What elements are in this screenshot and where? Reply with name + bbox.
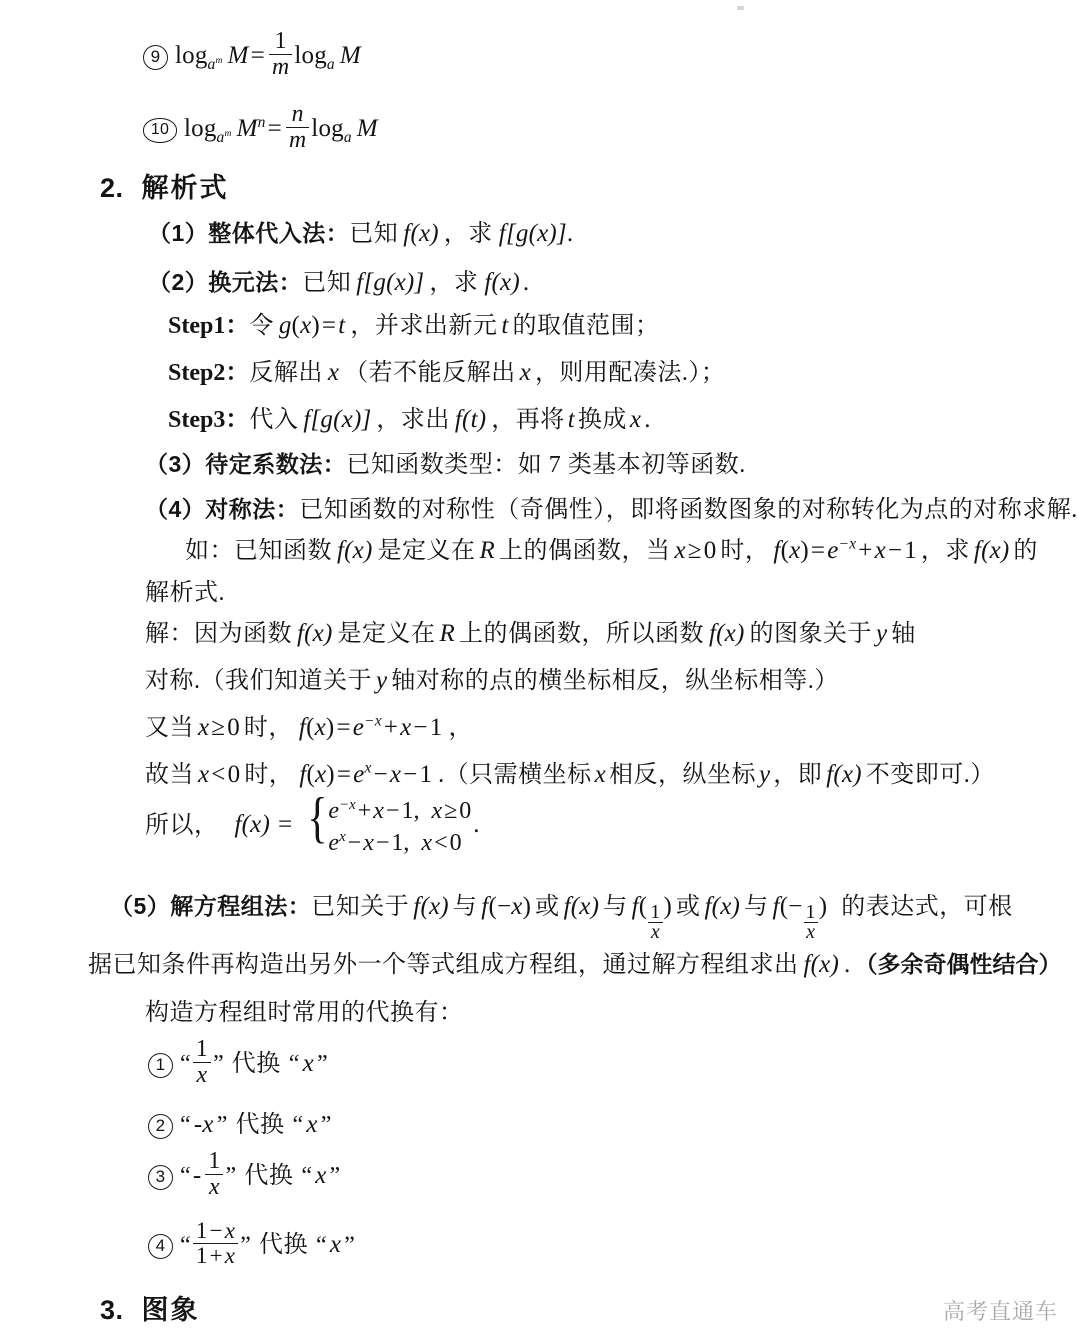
target-quote-open-3: “ bbox=[301, 1163, 313, 1190]
method-5-math-6: f(− $\frac{1}{x}$ ) bbox=[772, 893, 828, 943]
method-5-text-f: 与 bbox=[744, 894, 769, 920]
method-4-label: （4）对称法： bbox=[145, 496, 300, 522]
watermark: 高考直通车 bbox=[942, 1299, 1058, 1324]
method-2-line bbox=[148, 262, 529, 297]
method-2-text-a: 已知 bbox=[302, 270, 352, 296]
log-base-rhs: a bbox=[326, 56, 335, 74]
method-2-period: . bbox=[522, 269, 530, 296]
solution-text-c: 上的偶函数，所以函数 bbox=[458, 621, 704, 647]
section-2-heading bbox=[100, 166, 229, 205]
example-math-fx-1: f(x) bbox=[337, 537, 373, 564]
example-line-1 bbox=[185, 530, 1038, 565]
solution-math-fx-1: f(x) bbox=[297, 620, 333, 647]
solution-math-fx-2: f(x) bbox=[708, 620, 745, 647]
solution-line-2-math-y: y bbox=[376, 667, 388, 694]
solution-text-d: 的图象关于 bbox=[749, 621, 872, 647]
solution-piecewise-line bbox=[145, 787, 480, 860]
log-base: am bbox=[216, 128, 232, 147]
method-5-line-2-bold: （多余奇偶性结合） bbox=[854, 951, 1062, 977]
target-quote-close-3: ” bbox=[329, 1163, 341, 1190]
solution-text-e: 轴 bbox=[891, 621, 916, 647]
step-2-math-a: x bbox=[327, 359, 340, 386]
quote-open-3: “ bbox=[180, 1163, 191, 1190]
solution-line-1 bbox=[145, 613, 916, 648]
list-marker-2: 2 bbox=[148, 1114, 173, 1139]
solution-line-4 bbox=[145, 754, 995, 789]
step-1-text-c: 的取值范围； bbox=[512, 313, 660, 339]
minus-sign-3: - bbox=[192, 1162, 202, 1190]
example-text-c: 上的偶函数，当 bbox=[498, 538, 671, 564]
method-5-text-g: 的表达式，可根 bbox=[841, 894, 1013, 920]
equals-sign: = bbox=[250, 42, 265, 70]
solution-line-2-text-b: 轴对称的点的横坐标相反，纵坐标相等.） bbox=[391, 668, 839, 694]
example-math-R: R bbox=[479, 537, 495, 564]
section-3-title: 图象 bbox=[141, 1295, 200, 1325]
solution-line-4-text-c: .（只需横坐标 bbox=[438, 762, 592, 788]
section-2-title: 解析式 bbox=[141, 173, 229, 203]
method-2-comma: ， bbox=[429, 270, 454, 296]
method-1-comma: ， bbox=[443, 221, 469, 247]
frac-denominator: 1+x bbox=[195, 1243, 236, 1269]
target-3: x bbox=[315, 1162, 327, 1190]
solution-line-3 bbox=[145, 707, 473, 742]
method-3-text: 已知函数类型：如 7 类基本初等函数. bbox=[346, 452, 746, 478]
step-3-text-c: ，再将 bbox=[491, 407, 565, 433]
method-1-period: . bbox=[566, 220, 574, 247]
solution-text-b: 是定义在 bbox=[337, 621, 436, 647]
scan-artifact bbox=[737, 6, 744, 10]
target-quote-close-4: ” bbox=[344, 1232, 356, 1259]
step-3-line bbox=[168, 399, 651, 434]
quote-open-2: “ bbox=[180, 1112, 191, 1138]
section-2-number: 2. bbox=[100, 173, 124, 203]
log-argument: M bbox=[227, 42, 249, 70]
step-1-text-a: 令 bbox=[249, 313, 274, 339]
step-3-math-b: f(t) bbox=[454, 406, 487, 433]
example-text-f: 的 bbox=[1013, 538, 1038, 564]
expr-1-over-x: $\frac{1}{x}$ bbox=[193, 1037, 211, 1088]
step-3-math-d: x bbox=[629, 406, 642, 433]
quote-open-4: “ bbox=[180, 1232, 191, 1259]
method-5-text-d: 与 bbox=[603, 894, 628, 920]
solution-line-3-text-b: 时， bbox=[243, 715, 293, 741]
step-2-label: Step2： bbox=[168, 360, 250, 386]
list-marker-4: 4 bbox=[148, 1234, 173, 1259]
solution-line-2-text-a: 对称.（我们知道关于 bbox=[145, 668, 372, 694]
method-3-line bbox=[145, 444, 746, 479]
solution-line-4-text-d: 相反，纵坐标 bbox=[608, 762, 756, 788]
method-5-text-c: 或 bbox=[535, 894, 560, 920]
solution-math-y: y bbox=[875, 620, 888, 647]
substitutions-intro bbox=[145, 992, 464, 1027]
solution-text-a: 解：因为函数 bbox=[145, 621, 292, 647]
fraction-n-over-m: $\frac{n}{m}$ bbox=[286, 102, 309, 153]
solution-line-4-text-e: ，即 bbox=[773, 762, 823, 788]
method-3-label: （3）待定系数法： bbox=[145, 451, 347, 477]
quote-close-4: ” bbox=[240, 1232, 252, 1259]
method-5-math-2: f(−x) bbox=[481, 893, 532, 920]
step-2-text-a: 反解出 bbox=[249, 360, 323, 386]
target-4: x bbox=[329, 1231, 342, 1259]
method-5-text-e: 或 bbox=[676, 894, 701, 920]
method-4-line bbox=[145, 489, 1078, 524]
log-argument-rhs: M bbox=[356, 115, 378, 143]
example-text-d: 时， bbox=[720, 538, 770, 564]
method-1-text-a: 已知 bbox=[349, 221, 399, 247]
method-2-label: （2）换元法： bbox=[148, 269, 303, 295]
verb-2: 代换 bbox=[235, 1112, 285, 1138]
expr-1-minus-x-over-1-plus-x bbox=[193, 1219, 238, 1268]
quote-close-3: ” bbox=[225, 1163, 237, 1190]
step-2-line bbox=[168, 352, 725, 387]
step-2-text-c: ，则用配凑法.）； bbox=[534, 360, 726, 386]
method-1-line bbox=[148, 213, 573, 248]
step-3-math-a: f[g(x)] bbox=[303, 406, 372, 433]
example-math-fx-2: f(x) bbox=[973, 537, 1010, 564]
log-base-rhs: a bbox=[343, 129, 352, 147]
solution-line-4-math-y: y bbox=[758, 761, 771, 788]
list-marker-1: 1 bbox=[148, 1053, 173, 1078]
example-line-2-text: 解析式. bbox=[145, 580, 225, 606]
log-argument: M bbox=[236, 115, 258, 143]
solution-line-3-math-def: $f(x)=e^{-x}+x-1$ bbox=[298, 712, 443, 741]
solution-math-R: R bbox=[439, 620, 455, 647]
method-5-label: （5）解方程组法： bbox=[110, 893, 312, 919]
method-1-math-b: f[g(x)] bbox=[498, 220, 567, 247]
method-5-line-1 bbox=[110, 886, 1013, 943]
step-1-math-b: t bbox=[501, 312, 509, 339]
example-text-e: ，求 bbox=[920, 538, 970, 564]
formula-log-10 bbox=[143, 101, 378, 156]
list-marker-3: 3 bbox=[148, 1165, 173, 1190]
piecewise-case-1: $e^{-x}+x-1$, x≥0 bbox=[328, 797, 472, 825]
log-operator-rhs: log bbox=[294, 42, 327, 70]
solution-piecewise-period: . bbox=[473, 811, 480, 839]
frac-numerator: 1−x bbox=[193, 1219, 238, 1244]
example-math-x-ge-0: x≥0 bbox=[674, 537, 717, 564]
target-2: x bbox=[306, 1111, 318, 1138]
piecewise-case-2: $e^x-x-1$, x<0 bbox=[328, 828, 462, 856]
method-1-text-b: 求 bbox=[468, 221, 493, 247]
piecewise-cases bbox=[304, 787, 472, 859]
solution-line-4-math-def: $f(x)=e^x-x-1$ bbox=[299, 759, 433, 788]
step-1-line bbox=[168, 305, 660, 340]
step-3-text-e: . bbox=[644, 406, 651, 433]
method-1-label: （1）整体代入法： bbox=[148, 220, 350, 246]
target-quote-open-4: “ bbox=[316, 1232, 327, 1259]
solution-line-2 bbox=[145, 660, 839, 695]
method-5-text-a: 已知关于 bbox=[311, 894, 410, 920]
list-marker-9: 9 bbox=[143, 45, 168, 70]
method-5-text-b: 与 bbox=[452, 894, 478, 920]
solution-line-4-text-b: 时， bbox=[244, 762, 294, 788]
log-argument-exponent: n bbox=[257, 113, 266, 131]
method-5-math-3: f(x) bbox=[563, 893, 600, 920]
step-3-text-b: ，求出 bbox=[376, 407, 450, 433]
solution-line-4-math-fx: f(x) bbox=[826, 761, 862, 788]
solution-line-3-text-a: 又当 bbox=[145, 715, 194, 741]
log-base: am bbox=[207, 55, 223, 74]
log-operator-rhs: log bbox=[311, 115, 344, 143]
substitution-item-4 bbox=[148, 1218, 356, 1271]
method-2-math-b: f(x) bbox=[484, 269, 520, 296]
solution-line-4-text-a: 故当 bbox=[145, 762, 194, 788]
step-2-math-b: x bbox=[519, 359, 531, 386]
example-math-definition: $f(x)=e^{-x}+x-1$ bbox=[773, 535, 917, 564]
step-3-label: Step3： bbox=[168, 407, 250, 433]
expr-negative-1-over-x: $\frac{1}{x}$ bbox=[205, 1149, 223, 1200]
substitution-item-1 bbox=[148, 1036, 328, 1091]
step-3-text-d: 换成 bbox=[577, 407, 627, 433]
target-quote-close-2: ” bbox=[320, 1112, 332, 1138]
verb-1: 代换 bbox=[231, 1051, 281, 1078]
method-5-line-2-math: f(x) bbox=[803, 951, 839, 978]
equals-sign: = bbox=[267, 115, 282, 143]
log-operator: log bbox=[184, 115, 217, 143]
expr-negative-x: -x bbox=[193, 1111, 214, 1138]
quote-open-1: “ bbox=[180, 1051, 191, 1078]
substitutions-intro-text: 构造方程组时常用的代换有： bbox=[145, 1000, 464, 1026]
verb-4: 代换 bbox=[259, 1232, 309, 1259]
example-text-a: 如：已知函数 bbox=[185, 538, 332, 564]
example-text-b: 是定义在 bbox=[377, 538, 476, 564]
verb-3: 代换 bbox=[244, 1163, 294, 1190]
method-5-math-1: f(x) bbox=[413, 893, 449, 920]
example-line-2 bbox=[145, 572, 225, 607]
target-quote-open-1: “ bbox=[288, 1051, 300, 1078]
section-3-number: 3. bbox=[100, 1295, 124, 1325]
fraction-1-over-m: $\frac{1}{m}$ bbox=[269, 29, 292, 80]
method-5-line-2-period: . bbox=[844, 951, 851, 978]
method-5-math-5: f(x) bbox=[704, 893, 741, 920]
step-3-text-a: 代入 bbox=[249, 407, 299, 433]
log-operator: log bbox=[175, 42, 208, 70]
method-1-math-a: f(x) bbox=[403, 220, 439, 247]
target-1: x bbox=[302, 1050, 314, 1078]
step-1-math-a: g(x)=t bbox=[278, 312, 346, 339]
method-4-text: 已知函数的对称性（奇偶性），即将函数图象的对称转化为点的对称求解. bbox=[299, 497, 1078, 523]
log-argument-rhs: M bbox=[339, 42, 361, 70]
target-quote-open-2: “ bbox=[292, 1112, 304, 1138]
solution-line-4-math-x: x bbox=[594, 761, 606, 788]
solution-line-4-math-x-lt-0: x<0 bbox=[198, 761, 241, 788]
substitution-item-2 bbox=[148, 1104, 332, 1139]
step-1-label: Step1： bbox=[168, 313, 250, 339]
step-3-math-c: t bbox=[567, 406, 575, 433]
method-2-math-a: f[g(x)] bbox=[356, 269, 425, 296]
quote-close-2: ” bbox=[216, 1112, 228, 1138]
method-2-text-b: 求 bbox=[453, 270, 479, 296]
formula-log-9 bbox=[143, 28, 361, 83]
solution-piecewise-text: 所以， bbox=[145, 812, 219, 839]
quote-close-1: ” bbox=[212, 1051, 224, 1078]
solution-piecewise-fx: f(x) = bbox=[234, 811, 294, 839]
method-5-math-4: f( $\frac{1}{x}$ ) bbox=[631, 893, 673, 943]
solution-line-3-text-c: ， bbox=[448, 715, 473, 741]
method-5-line-2 bbox=[88, 944, 1061, 979]
list-marker-10: 10 bbox=[143, 118, 177, 143]
target-quote-close-1: ” bbox=[316, 1051, 328, 1078]
section-3-heading bbox=[100, 1288, 200, 1327]
solution-line-4-text-f: 不变即可.） bbox=[865, 762, 995, 788]
left-brace-icon: { bbox=[306, 787, 328, 850]
solution-line-3-math-x-ge-0: x≥0 bbox=[198, 714, 240, 741]
step-2-text-b: （若不能反解出 bbox=[344, 360, 516, 386]
substitution-item-3 bbox=[148, 1148, 341, 1203]
step-1-text-b: ，并求出新元 bbox=[350, 313, 498, 339]
method-5-line-2-text-a: 据已知条件再构造出另外一个等式组成方程组，通过解方程组求出 bbox=[88, 952, 799, 978]
